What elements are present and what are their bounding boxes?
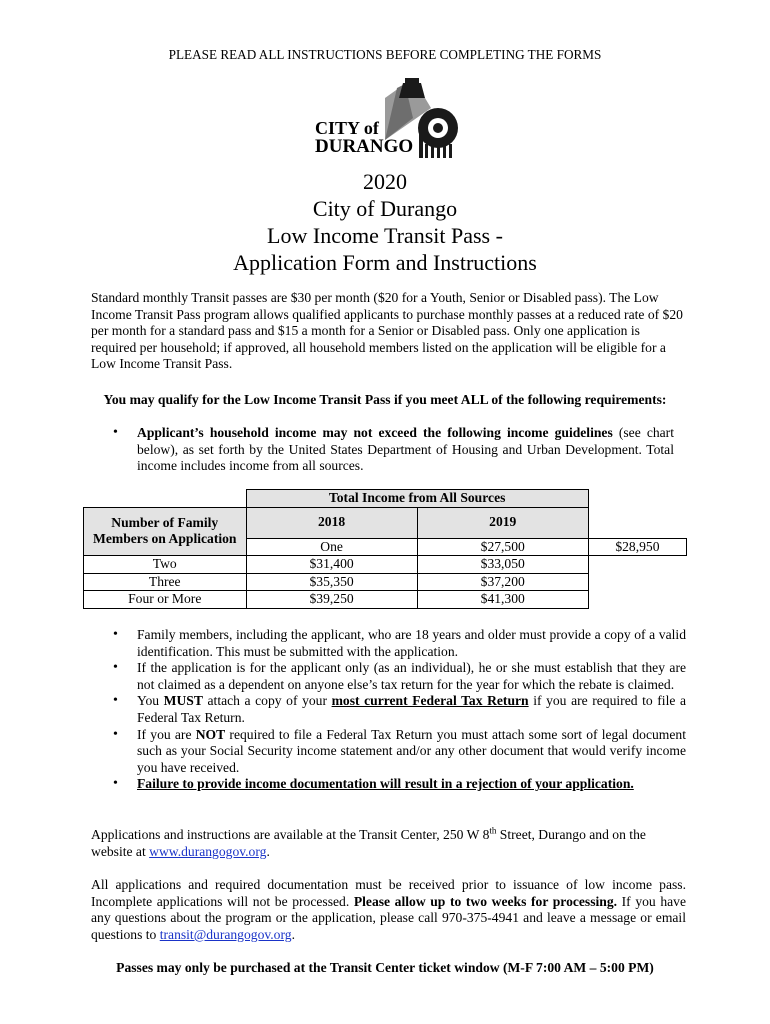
income-requirement-text: (see chart below), as set forth by the United States Department of Housing and Urban Development. Total income includes income from all sources. (137, 425, 674, 474)
table-row: Four or More $39,250 $41,300 (84, 591, 687, 609)
availability-paragraph: Applications and instructions are available at the Transit Center, 250 W 8th Street, Durango and on the website at www.durangogov.org. (91, 825, 646, 859)
income-requirement-list (91, 425, 674, 475)
table-row: One $27,500 $28,950 (84, 538, 687, 556)
logo-durango-text: DURANGO (315, 136, 414, 157)
document-title (0, 168, 770, 276)
mountain-train-icon (313, 78, 458, 158)
website-link[interactable]: www.durangogov.org (149, 843, 267, 859)
table-year-2019: 2019 (417, 507, 588, 538)
title-city: City of Durango (312, 196, 458, 221)
list-item: • If you are NOT required to file a Federal Tax Return you must attach some sort of legal document such as your Social Security income statement and/or any other document that would verify income you have received. (91, 727, 686, 777)
list-item: • Failure to provide income documentation will result in a rejection of your application. (91, 776, 686, 793)
income-requirement-bold: Applicant’s household income may not exceed the following income guidelines (137, 425, 613, 440)
table-row: Three $35,350 $37,200 (84, 573, 687, 591)
income-guidelines-table (83, 489, 687, 609)
table-group-header: Total Income from All Sources (246, 490, 588, 508)
logo-city-text: CITY of (315, 118, 379, 138)
title-program: Low Income Transit Pass - (267, 223, 503, 248)
table-year-2018: 2018 (246, 507, 417, 538)
instructions-notice: PLEASE READ ALL INSTRUCTIONS BEFORE COMPLETING THE FORMS (168, 47, 602, 62)
list-item: • You MUST attach a copy of your most current Federal Tax Return if you are required to file a Federal Tax Return. (91, 693, 686, 726)
documentation-paragraph: All applications and required documentation must be received prior to issuance of low income pass. Incomplete applications will not be processed. Please allow up to two weeks for processing. If you have any questions about the program or the application, please call 970-375-4941 and leave a message or email questions to transit@durangogov.org. (91, 877, 686, 942)
title-year: 2020 (363, 169, 407, 194)
list-item: • Family members, including the applicant, who are 18 years and older must provide a copy of a valid identification. This must be submitted with the application. (91, 627, 686, 660)
qualify-heading: You may qualify for the Low Income Transit Pass if you meet ALL of the following requirements: (103, 392, 667, 407)
table-row: Two $31,400 $33,050 (84, 556, 687, 574)
list-item (91, 425, 674, 475)
requirements-list (91, 627, 686, 793)
title-subtitle: Application Form and Instructions (233, 250, 537, 275)
intro-paragraph: Standard monthly Transit passes are $30 per month ($20 for a Youth, Senior or Disabled pass). The Low Income Transit Pass program allows qualified applicants to purchase monthly passes at a reduced rate of $20 per month for a standard pass and $15 a month for a Senior or Disabled pass. Only one application is required per household; if approved, all household members listed on the application will be eligible for a Low Income Transit Pass. (91, 290, 683, 372)
city-logo (313, 78, 458, 158)
email-link[interactable]: transit@durangogov.org (159, 926, 292, 942)
purchase-hours-note: Passes may only be purchased at the Transit Center ticket window (M-F 7:00 AM – 5:00 PM) (116, 960, 654, 975)
table-family-header: Number of Family Members on Application (84, 507, 247, 556)
list-item: • If the application is for the applicant only (as an individual), he or she must establish that they are not claimed as a dependent on anyone else’s tax return for the year for which the rebate is claimed. (91, 660, 686, 693)
